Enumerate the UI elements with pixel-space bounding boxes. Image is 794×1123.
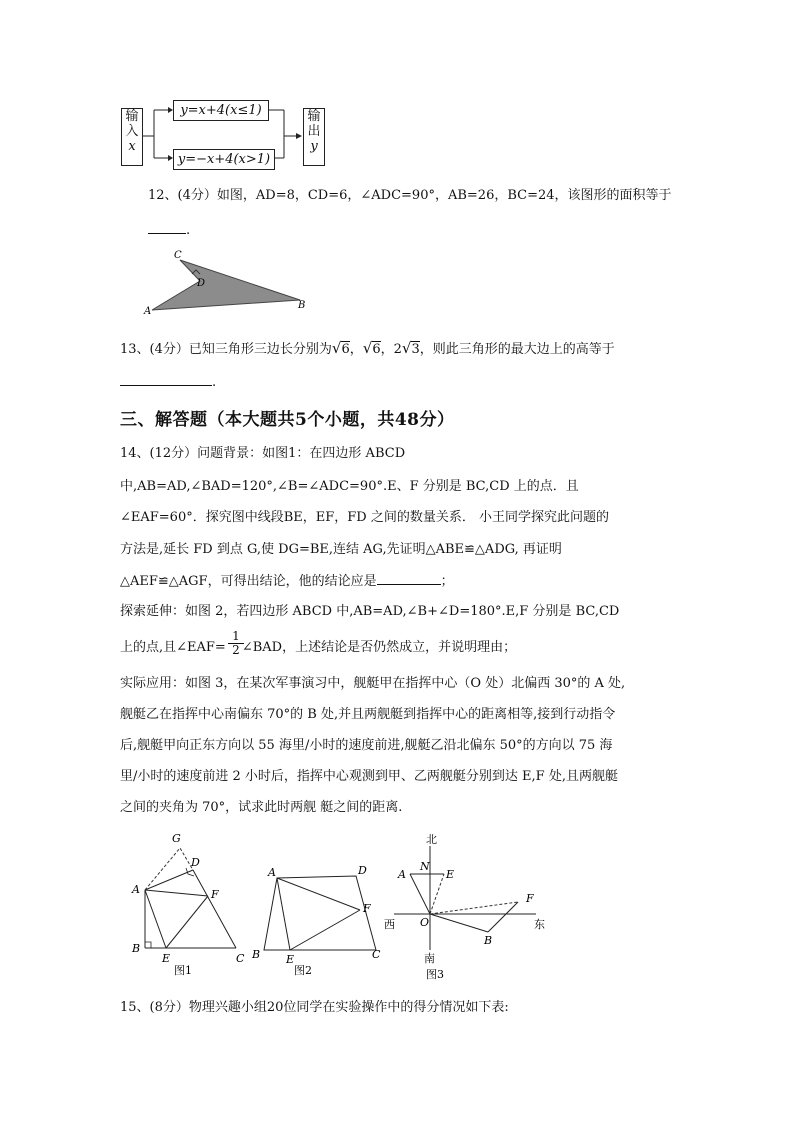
output-char-1: 输 bbox=[307, 109, 321, 124]
fig3-label-n: N bbox=[420, 860, 430, 873]
bottom-formula: y=−x+4(x>1) bbox=[177, 152, 271, 167]
fig1-label-e: E bbox=[162, 952, 171, 965]
q13-sep-2: ， bbox=[380, 342, 394, 357]
fig3-label-south: 南 bbox=[424, 952, 435, 965]
q14-line-5-end: ； bbox=[440, 574, 454, 589]
fig3-label-e: E bbox=[446, 868, 455, 881]
fig2-label-c: C bbox=[372, 948, 381, 961]
two-sqrt-3-coef: 2 bbox=[393, 342, 402, 357]
fraction-half-stack bbox=[228, 630, 244, 657]
q12-label-b: B bbox=[298, 300, 306, 311]
input-char-1: 输 bbox=[125, 109, 139, 124]
sqrt-6-a-radicand: 6 bbox=[341, 342, 350, 357]
bottom-formula-box bbox=[173, 149, 275, 170]
q14-line-12: 之间的夹角为 70°，试求此时两舰 艇之间的距离. bbox=[120, 800, 403, 815]
fig2-caption: 图2 bbox=[294, 964, 312, 977]
q12-text: 12、(4分）如图，AD=8，CD=6，∠ADC=90°，AB=26，BC=24，该图形的面积等于 bbox=[148, 188, 672, 203]
two-sqrt-3: 2√3 bbox=[393, 339, 420, 357]
fig3-label-west: 西 bbox=[384, 918, 395, 931]
fig2-label-d: D bbox=[358, 864, 367, 877]
fig2-label-e: E bbox=[286, 953, 295, 966]
q14-line-7-text: 上的点,且∠EAF= bbox=[120, 640, 226, 655]
output-var: y bbox=[310, 139, 318, 154]
q13-prefix: 13、(4分）已知三角形三边长分别为 bbox=[120, 342, 332, 357]
q13-period: . bbox=[212, 375, 217, 390]
q12-label-c: C bbox=[174, 250, 182, 261]
fig2-label-f: F bbox=[363, 902, 371, 915]
fig3-label-o: O bbox=[420, 916, 430, 929]
q14-line-4: 方法是,延长 FD 到点 G,使 DG=BE,连结 AG,先证明△ABE≌△ADG, 再证明 bbox=[120, 542, 562, 557]
input-char-2: 入 bbox=[125, 124, 139, 139]
q12-blank bbox=[148, 222, 186, 234]
figure-1 bbox=[128, 830, 248, 980]
q14-line-8: 实际应用：如图 3，在某次军事演习中，舰艇甲在指挥中心（O 处）北偏西 30°的 A 处, bbox=[120, 676, 626, 691]
fig3-label-b: B bbox=[484, 934, 493, 947]
q14-line-2: 中,AB=AD,∠BAD=120°,∠B=∠ADC=90°.E、F 分别是 BC,CD 上的点．且 bbox=[120, 479, 579, 494]
fig3-label-east: 东 bbox=[534, 918, 545, 931]
sqrt-6-a: √6 bbox=[331, 339, 350, 357]
q15-text: 15、(8分）物理兴趣小组20位同学在实验操作中的得分情况如下表: bbox=[120, 1000, 509, 1015]
fig3-caption: 图3 bbox=[426, 968, 444, 980]
q13-suffix: ，则此三角形的最大边上的高等于 bbox=[419, 342, 615, 357]
figure-3 bbox=[380, 830, 550, 980]
q14-line-5 bbox=[120, 573, 454, 590]
sqrt-6-b-radicand: 6 bbox=[372, 342, 381, 357]
q14-blank bbox=[377, 573, 441, 585]
q12-period: . bbox=[186, 223, 191, 238]
q13-text bbox=[120, 340, 615, 358]
q12-answer-line bbox=[148, 222, 190, 239]
input-var: x bbox=[128, 139, 136, 154]
q14-line-11: 里/小时的速度前进 2 小时后，指挥中心观测到甲、乙两舰艇分别到达 E,F 处,且两舰艇 bbox=[120, 769, 618, 784]
q14-line-10: 后,舰艇甲向正东方向以 55 海里/小时的速度前进,舰艇乙沿北偏东 50°的方向以 75 海 bbox=[120, 738, 613, 753]
fig1-caption: 图1 bbox=[174, 964, 192, 977]
fraction-denominator: 2 bbox=[232, 643, 240, 657]
figure-2 bbox=[250, 830, 385, 980]
sqrt-6-b: √6 bbox=[362, 339, 381, 357]
q14-line-1: 14、(12分）问题背景：如图1：在四边形 ABCD bbox=[120, 446, 406, 461]
q14-line-5-text: △AEF≌△AGF，可得出结论，他的结论应是 bbox=[120, 574, 377, 589]
fig1-label-b: B bbox=[132, 942, 141, 955]
top-formula: y=x+4(x≤1) bbox=[180, 103, 262, 118]
flowchart bbox=[118, 98, 338, 173]
q12-label-d: D bbox=[197, 278, 206, 289]
output-char-2: 出 bbox=[307, 124, 321, 139]
output-box bbox=[303, 108, 325, 166]
q12-label-a: A bbox=[144, 306, 152, 317]
q13-sep-1: ， bbox=[349, 342, 363, 357]
q14-line-7-rest: ∠BAD，上述结论是否仍然成立，并说明理由； bbox=[241, 640, 517, 655]
q14-line-7 bbox=[120, 640, 516, 656]
q13-blank bbox=[120, 374, 212, 386]
top-formula-box bbox=[173, 100, 269, 121]
q13-answer-line bbox=[120, 374, 216, 391]
q14-line-6: 探索延伸：如图 2，若四边形 ABCD 中,AB=AD,∠B+∠D=180°.E,F 分别是 BC,CD bbox=[120, 604, 620, 619]
fig1-label-g: G bbox=[172, 832, 181, 845]
fig1-label-a: A bbox=[132, 883, 140, 896]
fig2-label-a: A bbox=[268, 866, 276, 879]
fig1-label-c: C bbox=[236, 952, 245, 965]
fig3-label-f: F bbox=[526, 892, 534, 905]
fig3-label-a: A bbox=[398, 868, 406, 881]
fig1-label-f: F bbox=[211, 888, 219, 901]
fraction-numerator: 1 bbox=[228, 630, 244, 644]
q12-figure bbox=[140, 248, 310, 318]
q14-line-9: 舰艇乙在指挥中心南偏东 70°的 B 处,并且两舰艇到指挥中心的距离相等,接到行动指令 bbox=[120, 707, 616, 722]
two-sqrt-3-radicand: 3 bbox=[411, 342, 420, 357]
fig1-label-d: D bbox=[191, 856, 200, 869]
fig2-label-b: B bbox=[252, 948, 261, 961]
fig3-label-north: 北 bbox=[426, 833, 437, 846]
section-title: 三、解答题（本大题共5个小题，共48分） bbox=[120, 410, 455, 430]
q14-line-3: ∠EAF=60°．探究图中线段BE，EF，FD 之间的数量关系． 小王同学探究此问题的 bbox=[120, 510, 609, 525]
